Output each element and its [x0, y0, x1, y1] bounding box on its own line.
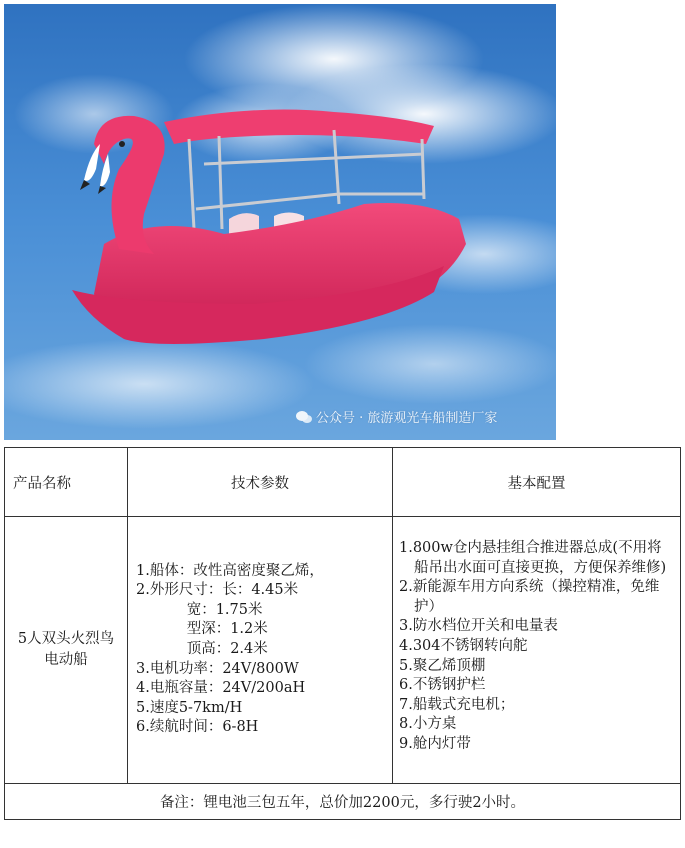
param-line: 顶高：2.4米	[136, 640, 268, 657]
product-name-line: 5人双头火烈鸟	[17, 630, 115, 647]
param-line: 3.电机功率：24V/800W	[136, 660, 299, 677]
wechat-icon	[296, 410, 312, 424]
spec-table	[4, 447, 681, 820]
product-name-line: 电动船	[44, 651, 88, 668]
param-line: 2.外形尺寸：长：4.45米	[136, 582, 299, 599]
watermark-text: 公众号 · 旅游观光车船制造厂家	[316, 411, 498, 426]
config-item: 3.防水档位开关和电量表	[399, 618, 558, 635]
note-cell: 备注：锂电池三包五年，总价加2200元，多行驶2小时。	[5, 783, 681, 819]
config-item: 4.304不锈钢转向舵	[399, 637, 528, 654]
header-row	[5, 448, 681, 517]
watermark	[296, 407, 497, 426]
param-line: 5.速度5-7km/H	[136, 699, 243, 716]
header-product-name: 产品名称	[5, 448, 128, 517]
param-line: 4.电瓶容量：24V/200aH	[136, 680, 306, 697]
config-item: 7.船载式充电机；	[399, 696, 515, 713]
header-basic-config: 基本配置	[393, 448, 681, 517]
param-line: 宽：1.75米	[136, 601, 263, 618]
product-row	[5, 517, 681, 784]
note-row	[5, 783, 681, 819]
config-item: 2.新能源车用方向系统（操控精准，免维护）	[399, 579, 660, 615]
config-cell	[393, 517, 681, 784]
params-cell	[128, 517, 393, 784]
config-item: 5.聚乙烯顶棚	[399, 657, 486, 674]
product-photo	[4, 4, 556, 440]
param-line: 6.续航时间：6-8H	[136, 719, 259, 736]
flamingo-boat-image	[4, 4, 556, 440]
config-item: 6.不锈钢护栏	[399, 677, 486, 694]
config-item: 1.800w仓内悬挂组合推进器总成(不用将船吊出水面可直接更换，方便保养维修)	[399, 540, 667, 576]
header-tech-params: 技术参数	[128, 448, 393, 517]
config-item: 8.小方桌	[399, 716, 457, 733]
param-line: 型深：1.2米	[136, 621, 268, 638]
product-name-cell	[5, 517, 128, 784]
config-item: 9.舱内灯带	[399, 735, 471, 752]
param-line: 1.船体：改性高密度聚乙烯，	[136, 562, 324, 579]
